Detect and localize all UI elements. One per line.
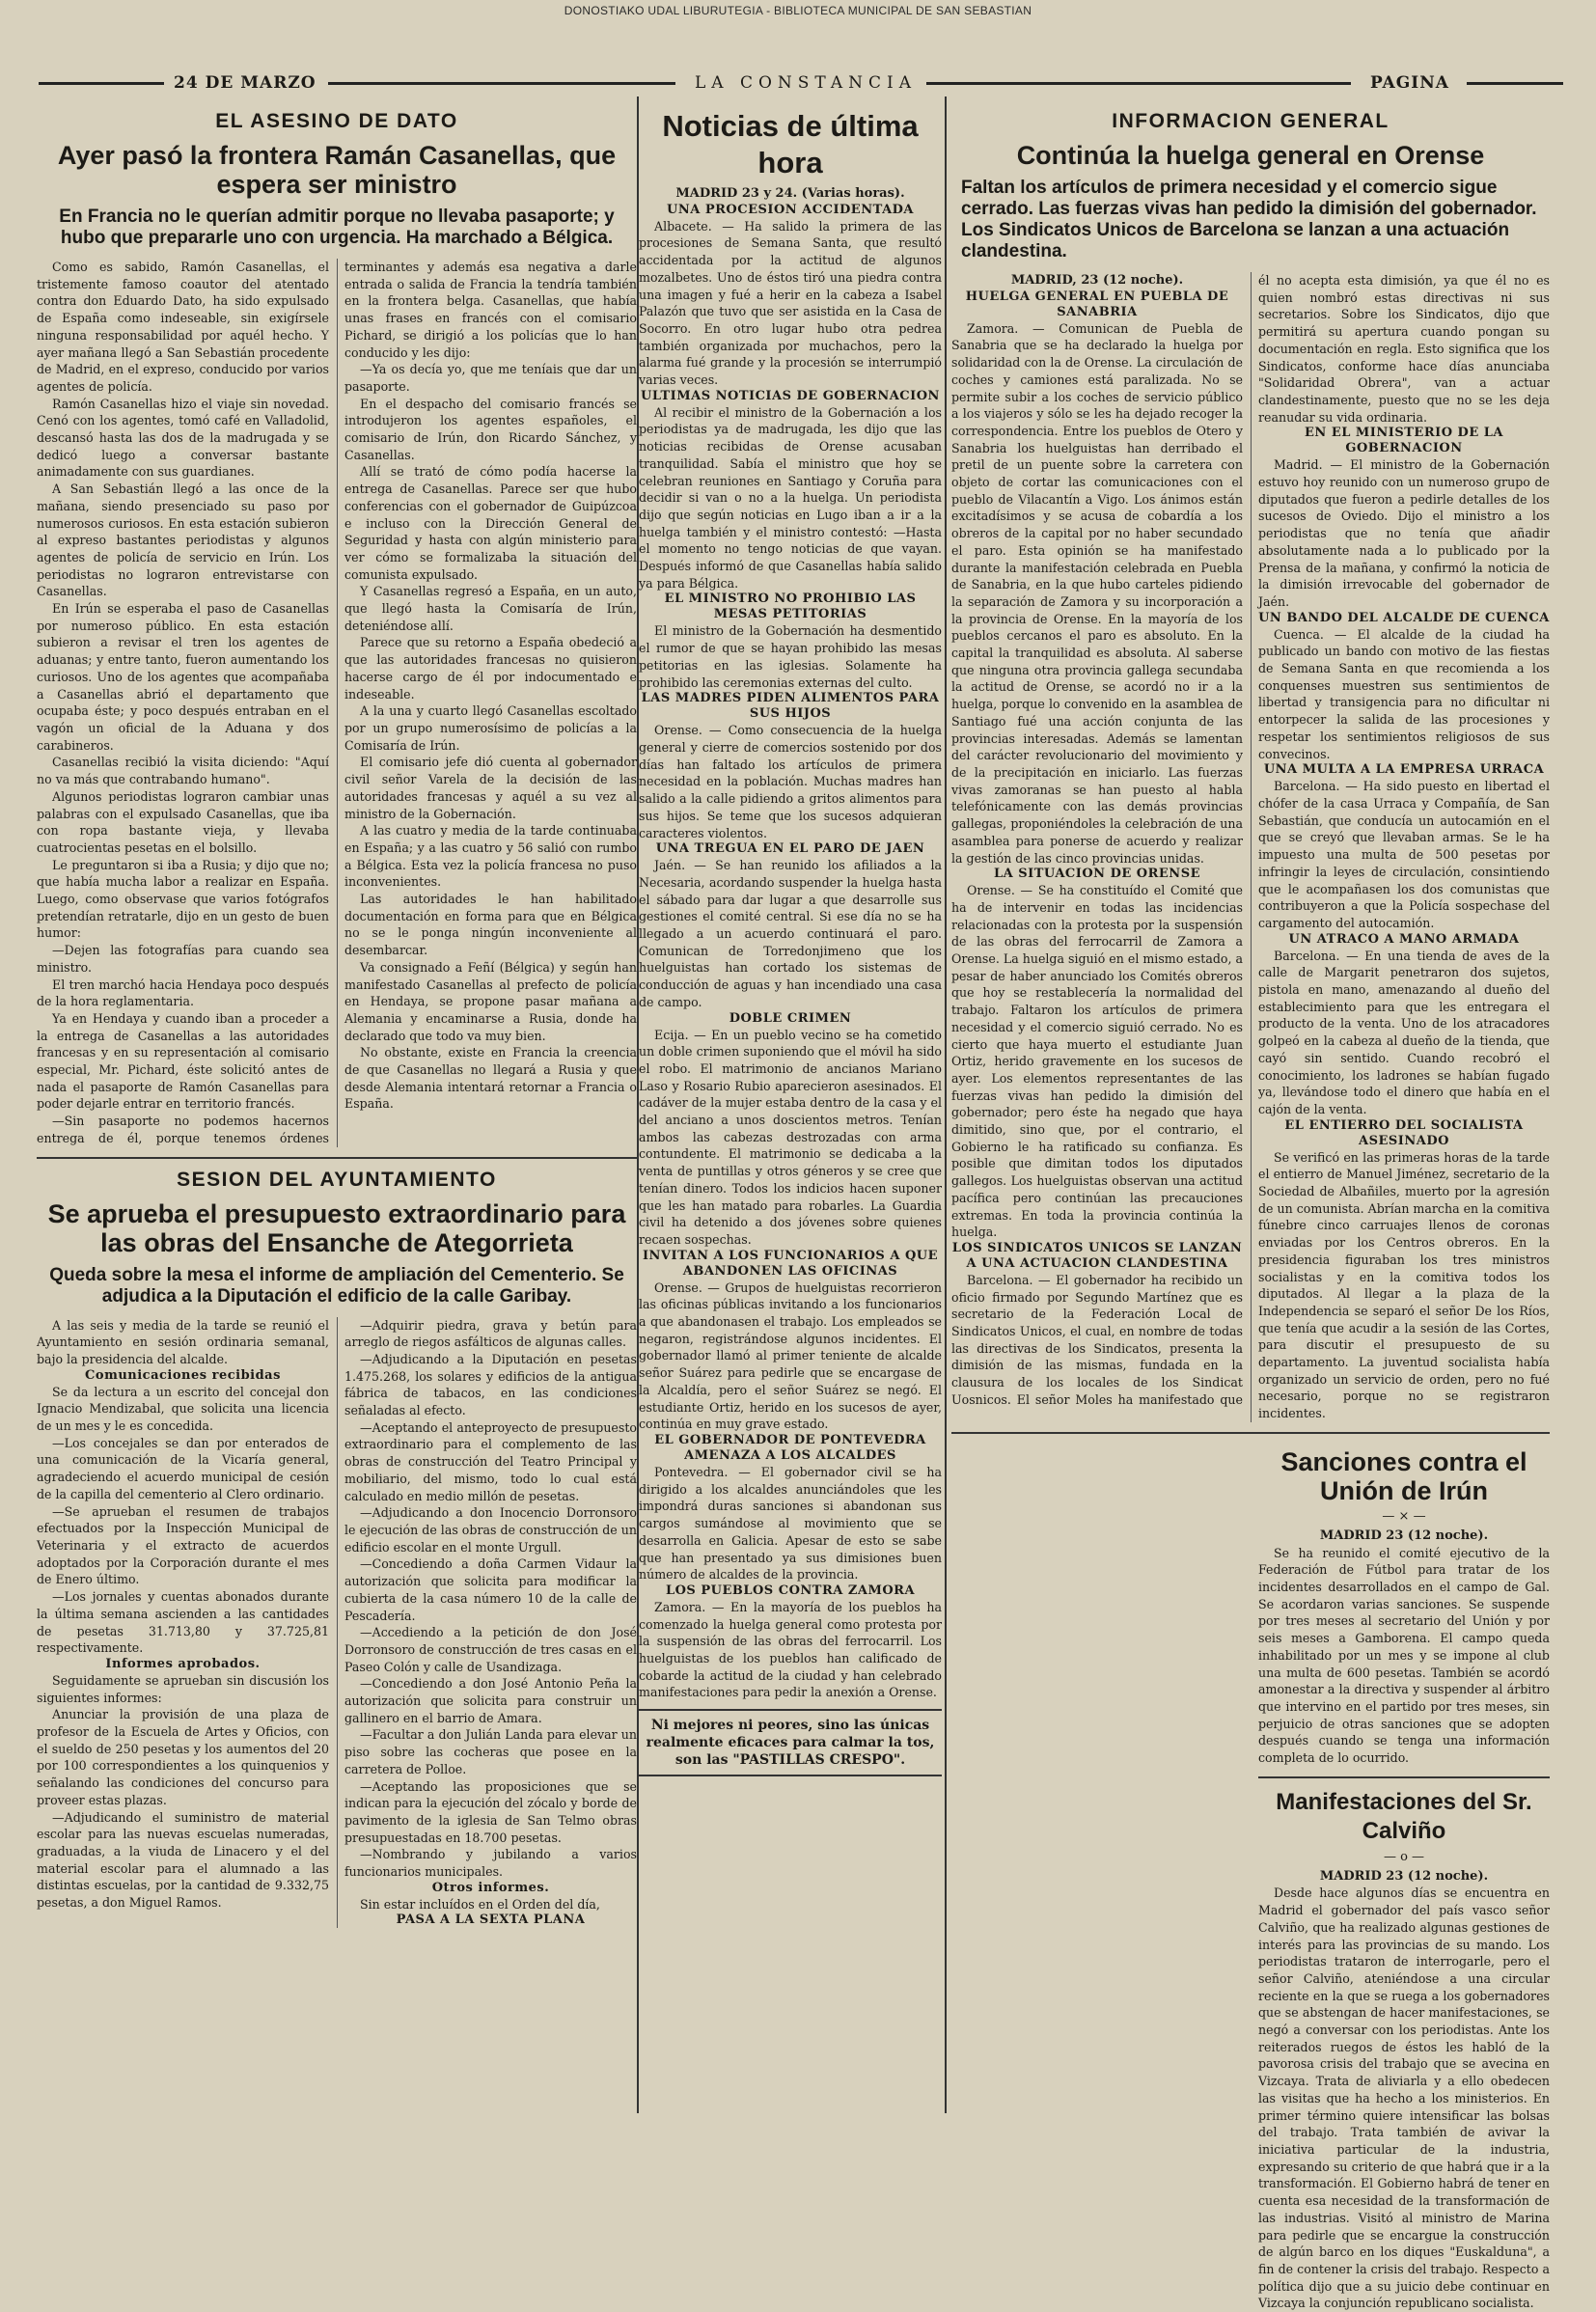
article-headline: Ayer pasó la frontera Ramán Casanellas, que espera ser ministro	[57, 141, 617, 199]
article-deck: Queda sobre la mesa el informe de ampliación del Cementerio. Se adjudica a la Diputación el edificio de la calle Garibay.	[49, 1264, 624, 1307]
news-item-heading: EL ENTIERRO DEL SOCIALISTA ASESINADO	[1284, 1117, 1524, 1148]
news-item-text: Barcelona. — Ha sido puesto en libertad el chófer de la casa Urraca y Compañía, de San Sebastián, que conducía un autocamión en el que se creyó que llevaban armas. Se le ha impuesto una multa de 500 pesetas por infringir la leyes de circulación, consintiendo que le acompañasen los dos comunistas que contribuyeron a que la Policía sospechase del cargamento del autocamión.	[1258, 779, 1550, 930]
article-body	[639, 185, 942, 1701]
article-body	[37, 259, 637, 1147]
article-body	[1258, 1868, 1550, 2312]
masthead-date: 24 DE MARZO	[174, 73, 316, 93]
dateline: MADRID, 23 (12 noche).	[1010, 273, 1184, 288]
news-item-text: Pontevedra. — El gobernador civil se ha dirigido a los alcaldes anunciándoles que les impondrá duras sanciones si abandonan sus cargos sumándose al movimiento que se desarrolla en Galicia. Apesar de esto se sabe que han presentado ya sus dimisiones buen número de alcaldes de la provincia.	[639, 1465, 942, 1583]
paragraph: Va consignado a Feñí (Bélgica) y según han manifestado Casanellas al prefecto de policía en Hendaya, se propone pasar mañana a Alemania y encaminarse a Rusia, donde ha declarado que todo va muy bien.	[344, 959, 637, 1043]
news-item-text: Barcelona. — El gobernador ha recibido un oficio firmado por Segundo Martínez que es secretario de la Federación Local de Sindicatos Unicos, el cual, en nombre de todas las directivas de los Sindicatos, presenta la dimisión de las mismas, fundada en la clausura de los locales de los Sindicat Uosnicos. El señor Moles ha manifestado que él no acepta esta dimisión, ya que él no es quien nombró estas directivas ni sus secretarios. Sobre los Sindicatos, dijo que permitirá su apertura cuando pongan su documentación en regla. Esto significa que los Sindicatos, conforme hace días anunciaba "Solidaridad Obrera", van a actuar clandestinamente, puesto que no se les deja reanudar su vida ordinaria.	[951, 273, 1550, 1407]
news-item-heading: EL GOBERNADOR DE PONTEVEDRA AMENAZA A LOS ALCALDES	[654, 1433, 926, 1463]
paragraph: —Adquirir piedra, grava y betún para arreglo de riegos asfálticos de algunas calles.	[344, 1317, 637, 1350]
paragraph: Como es sabido, Ramón Casanellas, el tristemente famoso coautor del atentado contra don Eduardo Dato, ha sido expulsado de España como indeseable, sin exigírsele ninguna responsabilidad por aquél hecho. Y ayer mañana llegó a San Sebastián procedente de Madrid, en el expreso, conducido por varios agentes de policía.	[37, 260, 329, 394]
paragraph: En Irún se esperaba el paso de Casanellas por numeroso público. En esta estación subieron a revisar el tren los agentes de aduanas; y entre tanto, fueron aumentando los curiosos. Uno de los agentes que acompañaba a Casanellas abrió el departamento que ocupaba éste; y poco después entraban en el vagón un oficial de la Aduana y dos carabineros.	[37, 601, 329, 753]
paragraph-group	[37, 1384, 329, 1657]
news-item-heading: HUELGA GENERAL EN PUEBLA DE SANABRIA	[965, 289, 1229, 319]
news-item-text: Jaén. — Se han reunido los afiliados a la Necesaria, acordando suspender la huelga hasta el sábado para dar lugar a que desarrolle sus gestiones el comité central. Si ese día no se ha llegado a un acuerdo continuará el paro. Comunican de Torredonjimeno que los huelguistas han cortado los sistemas de conducción de aguas y han incendiado una casa de campo.	[639, 858, 942, 1009]
dateline: MADRID 23 y 24. (Varias horas).	[675, 186, 905, 201]
paragraph: A las seis y media de la tarde se reunió el Ayuntamiento en sesión ordinaria semanal, bajo la presidencia del alcalde.	[37, 1317, 329, 1366]
news-item-heading: LAS MADRES PIDEN ALIMENTOS PARA SUS HIJOS	[641, 691, 940, 722]
masthead-page: PAGINA	[1370, 73, 1449, 93]
divider	[1258, 1776, 1550, 1778]
news-item-text: Orense. — Como consecuencia de la huelga general y cierre de comercios sostenido por dos días han faltado los artículos de primera necesidad en la población. Muchas madres han salido a la calle pidiendo a gritos alimentos para sus hijos. Se teme que los sucesos adquieran caracteres violentos.	[639, 723, 942, 840]
paragraph: Y Casanellas regresó a España, en un auto, que llegó hasta la Comisaría de Irún, deteniéndose allí.	[344, 584, 637, 633]
paragraph: Anunciar la provisión de una plaza de profesor de la Escuela de Artes y Oficios, con el sueldo de 250 pesetas y los aumentos del 20 por 100 correspondientes a los quinquenios y señalando las condiciones del concurso para proveer estas plazas.	[37, 1707, 329, 1807]
news-item-heading: ULTIMAS NOTICIAS DE GOBERNACION	[641, 388, 940, 403]
news-items	[951, 272, 1550, 1422]
paragraph: El comisario jefe dió cuenta al gobernador civil señor Varela de la decisión de las autoridades francesas y aquél a su vez al ministro de la Gobernación.	[344, 755, 637, 821]
news-item-text: Cuenca. — El alcalde de la ciudad ha publicado un bando con motivo de las fiestas de Semana Santa en que recomienda a los conquenses muestren sus sentimientos de libertad y transigencia para no dificultar ni entorpecer la salida de las procesiones y respetar los sentimientos religiosos de sus convecinos.	[1258, 626, 1550, 761]
paragraph: Ya en Hendaya y cuando iban a proceder a la entrega de Casanellas a las autoridades francesas y en su representación al comisario especial, Mr. Pichard, éste solicitó antes de nada el pasaporte de Ramón Casanellas para poder dejarle entrar en territorio francés.	[37, 1010, 329, 1112]
paragraph: —Concediendo a don José Antonio Peña la autorización que solicita para construir un gallinero en el barrio de Amara.	[344, 1676, 637, 1725]
article-headline: Manifestaciones del Sr. Calviño	[1276, 1788, 1532, 1844]
masthead-paper-name: LA CONSTANCIA	[695, 73, 917, 93]
column-left	[37, 104, 637, 2111]
subheading: Comunicaciones recibidas	[85, 1367, 281, 1383]
paragraph: —Aceptando las proposiciones que se indican para la ejecución del zócalo y borde de pavimento de la iglesia de San Telmo obras presupuestadas en 18.700 pesetas.	[344, 1778, 637, 1845]
advertisement: Ni mejores ni peores, sino las únicas realmente eficaces para calmar la tos, son las "PASTILLAS CRESPO".	[639, 1709, 942, 1776]
news-item-text: El ministro de la Gobernación ha desmentido el rumor de que se hayan prohibido las mesas petitorias en las iglesias. Solamente ha prohibido las ceremonias externas del culto.	[639, 623, 942, 690]
paragraph: A las cuatro y media de la tarde continuaba en España; y a las cuatro y 56 salió con rumbo a Bélgica. Esta vez la policía francesa no puso inconvenientes.	[344, 823, 637, 890]
article-deck: En Francia no le querían admitir porque no llevaba pasaporte; y hubo que prepararle uno con urgencia. Ha marchado a Bélgica.	[59, 206, 615, 248]
news-item-heading: UN BANDO DEL ALCALDE DE CUENCA	[1258, 610, 1550, 625]
news-item-text: Zamora. — En la mayoría de los pueblos ha comenzado la huelga general como protesta por la suspensión de las obras del ferrocarril. Los huelguistas de los pueblos han calificado de cobarde la actitud de la ciudad y han celebrado manifestaciones para pedir la anexión a Orense.	[639, 1599, 942, 1700]
paragraph: —Los jornales y cuentas abonados durante la última semana ascienden a las cantidades de pesetas 31.713,80 y 37.725,81 respectivamente.	[37, 1589, 329, 1656]
article-body	[1258, 1528, 1550, 1767]
continued-note: PASA A LA SEXTA PLANA	[396, 1913, 586, 1928]
dateline: MADRID 23 (12 noche).	[1319, 1868, 1489, 1884]
paragraph: Le preguntaron si iba a Rusia; y dijo que no; que había mucha labor a realizar en España. Luego, como observase que varios fotógrafos pretendían retratarle, dijo en un gesto de buen humor:	[37, 857, 329, 941]
news-items	[639, 203, 942, 1701]
paragraph: —Concediendo a doña Carmen Vidaur la autorización que solicita para modificar la cubierta de la casa número 10 de la calle de Pescadería.	[344, 1556, 637, 1623]
news-item-heading: LOS PUEBLOS CONTRA ZAMORA	[665, 1583, 916, 1598]
news-item-text: Orense. — Se ha constituído el Comité que ha de intervenir en todas las incidencias relacionadas con la protesta por la suspensión de las obras del ferrocarril de Zamora a Orense. La huelga siguió en el mismo estado, a pesar de haber anunciado los Comités obreros que hoy se restablecería la normalidad del trabajo. Faltaron los artículos de primera necesidad y el comercio siguió cerrado. No es cierto que haya muerto el estudiante Juan Ortiz, herido gravemente en los sucesos de ayer. Los elementos representantes de las fuerzas vivas han pedido la dimisión del gobernador; pero éste ha negado que haya dimitido, sino que, por el contrario, el Gobierno le ha ratificado su confianza. Es posible que dimitan todos los diputados gallegos. Los huelguistas observan una actitud pacífica pero continúan las precauciones extremas. En toda la provincia continúa la huelga.	[951, 883, 1243, 1240]
news-item-text: Orense. — Grupos de huelguistas recorrieron las oficinas públicas invitando a los funcionarios a que abandonasen el trabajo. Los empleados se negaron, registrándose algunos incidentes. El gobernador llamó al primer teniente de alcalde señor Suárez para pedirle que se encargase de la Alcaldía, pero el señor Suárez se negó. El estudiante Ortiz, herido en los sucesos de ayer, continúa en muy grave estado.	[639, 1280, 942, 1432]
paragraph: Las autoridades le han habilitado documentación en forma para que en Bélgica no se le ponga ningún inconveniente al desembarcar.	[344, 892, 637, 958]
paragraph: A San Sebastián llegó a las once de la mañana, siendo presenciado su paso por numerosos curiosos. En esta estación subieron al expreso bastantes periodistas y algunos agentes de policía de servicio en Irún. Los periodistas no lograron entrevistarse con Casanellas.	[37, 482, 329, 599]
section-title: EL ASESINO DE DATO	[215, 110, 458, 132]
article-headline: Noticias de última hora	[662, 109, 919, 179]
masthead-rule	[39, 82, 164, 85]
sidebar-articles	[1258, 1444, 1550, 2312]
column-rule	[945, 96, 947, 2113]
news-item-heading: EN EL MINISTERIO DE LA GOBERNACION	[1305, 426, 1503, 456]
news-item-heading: DOBLE CRIMEN	[729, 1010, 852, 1026]
subheading: Otros informes.	[431, 1880, 550, 1895]
library-banner: DONOSTIAKO UDAL LIBURUTEGIA - BIBLIOTECA MUNICIPAL DE SAN SEBASTIAN	[564, 4, 1032, 17]
article-deck: Faltan los artículos de primera necesidad y el comercio sigue cerrado. Las fuerzas vivas han pedido la dimisión del gobernador. Los Sindicatos Unicos de Barcelona se lanzan a una actuación clandestina.	[961, 178, 1537, 261]
news-item-text: Barcelona. — En una tienda de aves de la calle de Margarit penetraron dos sujetos, pistola en mano, amenazando al dueño del establecimiento para que les entregara el producto de la venta. Uno de los atracadores golpeó en la cabeza al dueño de la tienda, que cayó sin sentido. Cuando recobró el conocimiento, los ladrones se habían fugado ya, llevándose todo el dinero que había en el cajón de la venta.	[1258, 948, 1550, 1116]
divider	[951, 1432, 1550, 1434]
column-right	[951, 104, 1551, 2311]
article-headline: Continúa la huelga general en Orense	[1016, 141, 1485, 170]
column-middle	[639, 104, 942, 2111]
article-headline: Sanciones contra el Unión de Irún	[1280, 1446, 1527, 1505]
paragraph: Ramón Casanellas hizo el viaje sin novedad. Cenó con los agentes, tomó café en Valladolid, descansó hasta las dos de la madrugada y se dedicó luego a conversar bastante animadamente con sus guardianes.	[37, 396, 329, 480]
article-body	[37, 1317, 637, 1929]
paragraph: Casanellas recibió la visita diciendo: "Aquí no va más que contrabando humano".	[37, 755, 329, 787]
paragraph: En el despacho del comisario francés se introdujeron los agentes españoles, el comisario de Irún, don Ricardo Sánchez, y Casanellas.	[344, 396, 637, 462]
news-item-text: Albacete. — Ha salido la primera de las procesiones de Semana Santa, que resultó accidentada por la actitud de algunos mozalbetes. Uno de éstos tiró una piedra contra una imagen y fué a herir en la cabeza a Isabel Palazón que tuvo que ser asistida en la Casa de Socorro. En otro lugar hubo otra pedrea también organizada por muchachos, pero la alarma fué grande y la procesión se interrumpió varias veces.	[639, 218, 942, 388]
paragraph: Parece que su retorno a España obedeció a que las autoridades francesas no quisieron hacerse cargo de él por indocumentado e indeseable.	[344, 635, 637, 702]
paragraph: —Adjudicando a la Diputación en pesetas 1.475.268, los solares y edificios de la antigua fábrica de tabacos, en las condiciones señaladas al efecto.	[344, 1351, 637, 1418]
paragraph: Sin estar incluídos en el Orden del día,	[360, 1896, 600, 1912]
article-headline: Se aprueba el presupuesto extraordinario para las obras del Ensanche de Ategorrieta	[47, 1198, 626, 1257]
paragraph: —Adjudicando el suministro de material escolar para las nuevas escuelas numeradas, graduadas, a la viuda de Linacero y el del material escolar para el alumnado a las distintas escuelas, por la cantidad de 9.332,75 pesetas, a don Miguel Ramos.	[37, 1809, 329, 1911]
paragraph: Desde hace algunos días se encuentra en Madrid el gobernador del país vasco señor Calviño, que ha realizado algunas gestiones de interés para las provincias de su mando. Los periodistas trataron de interrogarle, pero el señor Calviño, ateniéndose a una circular reciente en la que se ruega a los gobernadores que se abstengan de hacer manifestaciones, se negó a conversar con los periodistas. Ante los reiterados ruegos de éstos les habló de la pavorosa crisis del trabajo que se avecina en Vizcaya. Trata de aliviarla y a ello obedecen las visitas que ha hecho a los ministerios. En primer término quiere intensificar las bolsas del trabajo. Trata también de avivar la iniciativa particular de la industria, expresando su criterio de que habrá que ir a la transformación. El Gobierno habrá de tener en cuenta esa necesidad de la transformación de las industrias. Visitó al ministro de Marina para pedirle que se encargue la construcción de algún barco en los diques "Euskalduna", a fin de contener la crisis del trabajo. Respecto a política dijo que a su juicio debe continuar en Vizcaya la conjunción republicano socialista.	[1258, 1885, 1550, 2311]
paragraph: El tren marchó hacia Hendaya poco después de la hora reglamentaria.	[37, 977, 329, 1009]
masthead	[39, 69, 1563, 96]
ornament: — o —	[1383, 1849, 1425, 1864]
news-item-heading: UNA MULTA A LA EMPRESA URRACA	[1263, 762, 1545, 778]
news-item-text: Ecija. — En un pueblo vecino se ha cometido un doble crimen suponiendo que el móvil ha sido el robo. El matrimonio de ancianos Mariano Laso y Rosario Rubio aparecieron asesinados. El cadáver de la mujer estaba dentro de la casa y el del anciano a unos doscientos metros. Tenían ambos las cabezas destrozadas con arma contundente. El matrimonio se dedicaba a la venta de puntillas y otros géneros y se cree que tenían dinero. Todos los indicios hacen suponer que les han matado para robarles. La Guardia civil ha detenido a dos jóvenes sobre quienes recaen sospechas.	[639, 1027, 942, 1247]
paragraph: —Dejen las fotografías para cuando sea ministro.	[37, 943, 329, 975]
masthead-rule	[926, 82, 1351, 85]
news-item-heading: LA SITUACION DE ORENSE	[993, 867, 1200, 882]
paragraph: A la una y cuarto llegó Casanellas escoltado por un grupo numerosísimo de policías a la Comisaría de Irún.	[344, 703, 637, 753]
masthead-rule	[1467, 82, 1563, 85]
paragraph: Se ha reunido el comité ejecutivo de la Federación de Fútbol para tratar de los incidentes desarrollados en el campo de Gal. Se acordaron varias sanciones. Se suspende por tres meses al secretario del Unión y por seis meses a Gamborena. El campo queda inhabilitado por un mes y se impone al club una multa de 600 pesetas. También se acordó amonestar a la directiva y suspender al árbitro que intervino en el partido por tres meses, sin perjuicio de otras sanciones que se adopten después cuando se tenga una información completa de lo ocurrido.	[1258, 1545, 1550, 1766]
ornament: — × —	[1382, 1508, 1426, 1524]
section-title: SESION DEL AYUNTAMIENTO	[177, 1168, 497, 1191]
paragraph: Se da lectura a un escrito del concejal don Ignacio Mendizabal, que solicita una licencia de un mes y le es concedida.	[37, 1384, 329, 1434]
subheading: Informes aprobados.	[105, 1656, 261, 1671]
dateline: MADRID 23 (12 noche).	[1319, 1528, 1489, 1543]
paragraph: Allí se trató de cómo podía hacerse la entrega de Casanellas. Parece ser que hubo conferencias con el gobernador de Guipúzcoa e incluso con la Dirección General de Seguridad y hasta con algún ministerio para ver cómo se formalizaba la situación del comunista expulsado.	[344, 464, 637, 582]
paragraph: No obstante, existe en Francia la creencia de que Casanellas no llegará a Rusia y que desde Alemania intentará retornar a Francia o España.	[344, 1045, 637, 1112]
news-item-heading: UNA PROCESION ACCIDENTADA	[666, 202, 915, 217]
paragraph: —Facultar a don Julián Landa para elevar un piso sobre las cocheras que posee en la carretera de Polloe.	[344, 1727, 637, 1776]
news-item-heading: LOS SINDICATOS UNICOS SE LANZAN A UNA ACTUACION CLANDESTINA	[951, 1240, 1243, 1271]
news-item-text: Se verificó en las primeras horas de la tarde el entierro de Manuel Jiménez, secretario de la Sociedad de Albañiles, muerto por la agresión de un comunista. Abrían marcha en la comitiva fúnebre cinco carruajes llenos de coronas enviadas por los Centros obreros. En la presidencia figuraban los tres ministros socialistas y en la comitiva todos los diputados. Al llegar a la plaza de la Independencia se separó el señor De los Ríos, que tenía que acudir a la sesión de las Cortes, para discutir el presupuesto de su departamento. La juventud socialista había organizado un servicio de orden, pero no fué necesario, porque no se registraron incidentes.	[1258, 1149, 1551, 1421]
paragraph: —Los concejales se dan por enterados de una comunicación de la Vicaría general, agradeciendo el acuerdo municipal de cesión de la capilla del cementerio al Clero ordinario.	[37, 1435, 329, 1501]
article-body	[951, 272, 1550, 1422]
news-item-text: Madrid. — El ministro de la Gobernación estuvo hoy reunido con un numeroso grupo de diputados que fueron a pedirle detalles de los sucesos de Oviedo. Dijo el ministro a los periodistas que no tenía que añadir absolutamente nada a lo publicado por la Prensa de la mañana, y confirmó la noticia de la dimisión irrevocable del gobernador de Jaén.	[1258, 457, 1550, 609]
paragraph: Algunos periodistas lograron cambiar unas palabras con el expulsado Casanellas, que iba con ropa bastante vieja, y llevaba cuatrocientas pesetas en el bolsillo.	[37, 788, 329, 855]
paragraph: —Ya os decía yo, que me teníais que dar un pasaporte.	[344, 362, 637, 394]
paragraph: —Se aprueban el resumen de trabajos efectuados por la Inspección Municipal de Veterinaria y el extracto de acuerdos adoptados por la Corporación durante el mes de Enero último.	[37, 1503, 329, 1587]
news-item-text: Al recibir el ministro de la Gobernación a los periodistas ya de madrugada, les dijo que las noticias recibidas de Orense acusaban tranquilidad. Sabía el ministro que hoy se celebran reuniones en Santiago y Coruña para decidir si van o no a la huelga. Un periodista dijo que según noticias en Lugo iban a ir a la huelga también y el ministro contestó: —Hasta el momento no tengo noticias de que vayan. Después informó de que Casanellas había salido ya para Bélgica.	[639, 404, 942, 591]
divider	[37, 1157, 637, 1159]
news-item-heading: UNA TREGUA EN EL PARO DE JAEN	[655, 841, 925, 857]
paragraph: —Sin pasaporte no podemos hacernos entrega de él, porque tenemos órdenes terminantes y además esa negativa a darle entrada o salida de Francia la tendría también en la frontera belga. Casanellas, que había unas frases en francés con el comisario Pichard, se dirigió a los policías que lo han conducido y les dijo:	[37, 260, 637, 1145]
paragraph: Seguidamente se aprueban sin discusión los siguientes informes:	[37, 1672, 329, 1705]
paragraph: —Aceptando el anteproyecto de presupuesto extraordinario para el complemento de las obras de construcción del Teatro Principal y mobiliario, del mismo, todo lo cual está calculado en medio millón de pesetas.	[344, 1419, 637, 1503]
paragraph: —Adjudicando a don Inocencio Dorronsoro le ejecución de las obras de construcción de un edificio escolar en el monte Urgull.	[344, 1505, 637, 1555]
news-item-heading: UN ATRACO A MANO ARMADA	[1288, 931, 1520, 947]
paragraph: —Nombrando y jubilando a varios funcionarios municipales.	[344, 1847, 637, 1880]
news-item-heading: EL MINISTRO NO PROHIBIO LAS MESAS PETITORIAS	[664, 592, 917, 622]
paragraph: —Accediendo a la petición de don José Dorronsoro de construcción de tres casas en el Paseo Colón y calle de Usandizaga.	[344, 1625, 637, 1674]
news-item-heading: INVITAN A LOS FUNCIONARIOS A QUE ABANDONEN LAS OFICINAS	[642, 1248, 939, 1279]
section-title: INFORMACION GENERAL	[1112, 110, 1390, 132]
masthead-rule	[328, 82, 675, 85]
news-item-text: Zamora. — Comunican de Puebla de Sanabria que se ha declarado la huelga por solidaridad con la de Orense. La circulación de coches y camiones está paralizada. No se permite subir a los coches de servicio público a los viajeros y sólo se les ha dejado recoger la correspondencia. Entre los pueblos de Otero y Sanabria los huelguistas han derribado el pretil de un puente sobre la carretera con objeto de cortar las comunicaciones con el pueblo de Vilacantín a Vigo. Los ánimos están excitadísimos y se acusa de cobardía a los obreros de la capital por no haber secundado el paro. Esta opinión se ha manifestado durante la manifestación celebrada en Puebla de Sanabria, en la que hubo carteles pidiendo la separación de Zamora y su incorporación a la provincia de Orense. En la mayoría de los pueblos cercanos el paro es absoluto. En la capital la tranquilidad es absoluta. Al saberse que ninguna otra provincia gallega secundaba la actitud de Orense, se acordó no ir a la huelga, porque lo convenido en la asamblea de Santiago fué una acción conjunta de las provincias interesadas. Además se lamentan del carácter revolucionario del movimiento y de la precipitación en iniciarlo. Las fuerzas vivas zamoranas se han puesto al habla telefónicamente con las demás provincias gallegas, proponiéndoles la celebración de una asamblea para ponerse de acuerdo y realizar la gestión de las cinco provincias unidas.	[951, 320, 1243, 866]
